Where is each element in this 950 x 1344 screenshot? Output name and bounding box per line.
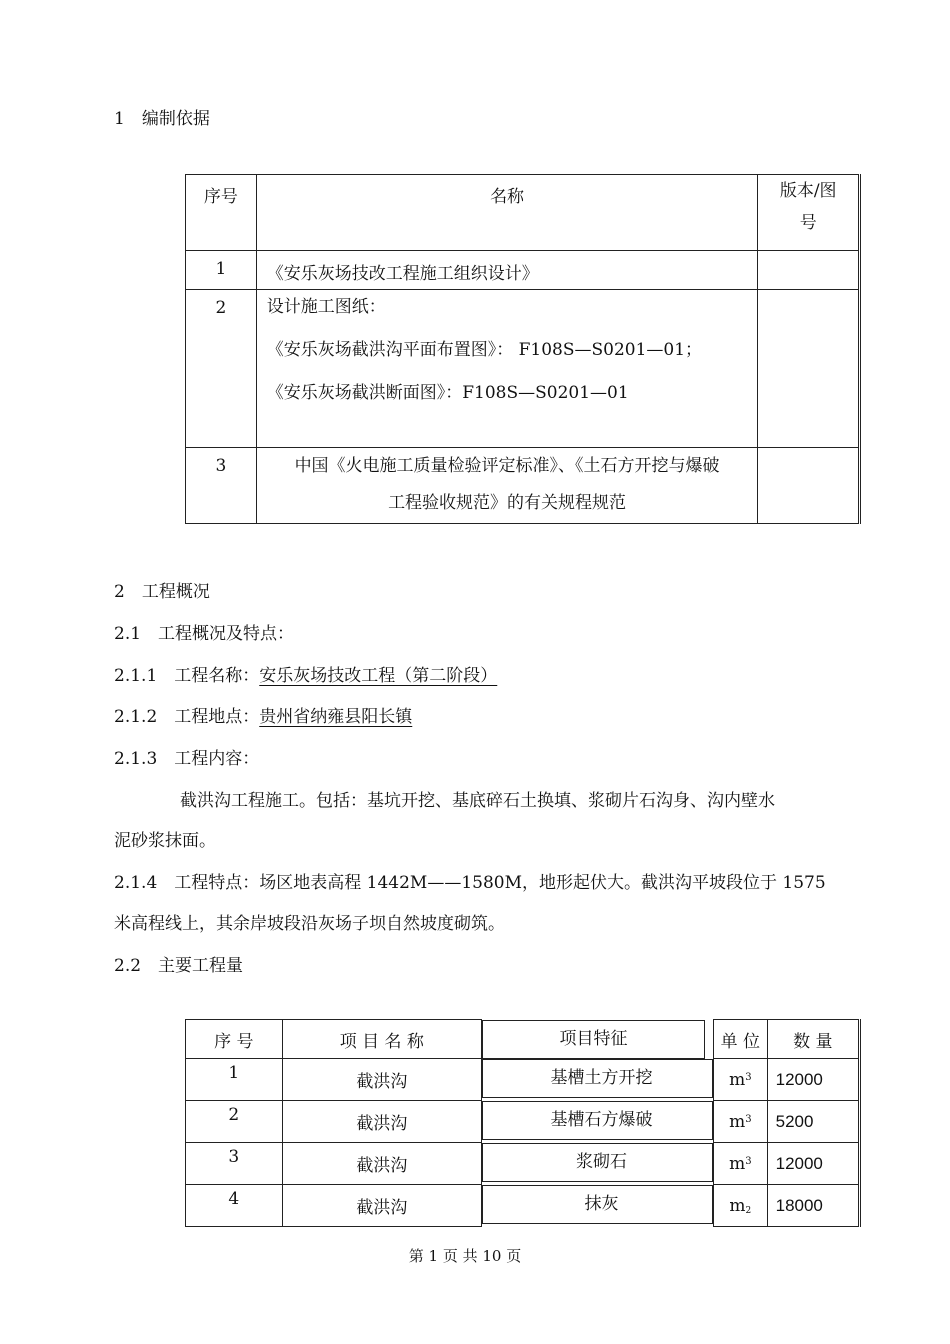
header-no: 序号: [203, 187, 238, 207]
content-paragraph-line1: 截洪沟工程施工。包括：基坑开挖、基底碎石土换填、浆砌片石沟身、沟内壁水: [180, 791, 775, 811]
row-qty: 12000: [767, 1143, 859, 1185]
row-feature: 浆砌石: [482, 1143, 713, 1182]
row-name-line: 设计施工图纸：: [266, 297, 386, 317]
table-row: [186, 448, 860, 524]
unit-mark: 2: [745, 1205, 752, 1216]
unit-base: m: [729, 1195, 746, 1216]
row-feature: 抹灰: [482, 1185, 713, 1224]
table-header-row: [186, 175, 860, 251]
row-qty: 18000: [767, 1185, 859, 1227]
table-row: [186, 251, 860, 290]
header-name: 项 目 名 称: [282, 1020, 481, 1059]
section-2-2: 2.2 主要工程量: [114, 956, 244, 976]
row-name-line: 工程验收规范》的有关规程规范: [388, 493, 627, 513]
table-row: [186, 290, 860, 448]
row-no: 2: [215, 298, 227, 318]
project-location-label: 2.1.2 工程地点：: [114, 707, 260, 727]
row-unit: [714, 1185, 768, 1227]
unit-mark: 3: [745, 1113, 752, 1125]
section-2-1-4-line2: 米高程线上，其余岸坡段沿灰场子坝自然坡度砌筑。: [114, 914, 505, 934]
row-unit: [714, 1143, 768, 1185]
row-feature: 基槽土方开挖: [482, 1059, 713, 1098]
row-qty: 5200: [767, 1101, 859, 1143]
row-no: 3: [186, 1143, 283, 1185]
header-unit: 单 位: [714, 1020, 768, 1059]
table-row: [186, 1059, 860, 1101]
unit-base: m: [729, 1069, 746, 1090]
section2-title: 2 工程概况: [114, 582, 210, 602]
section-2-1-3: 2.1.3 工程内容：: [114, 749, 260, 769]
row-feature: 基槽石方爆破: [482, 1101, 713, 1140]
unit-mark: 3: [745, 1155, 752, 1167]
table-row: [186, 1143, 860, 1185]
header-name: 名称: [490, 187, 525, 207]
header-version-line1: 版本/图: [779, 181, 837, 201]
row-name: 截洪沟: [282, 1143, 481, 1185]
header-no: 序 号: [186, 1020, 283, 1059]
row-name-line: 中国《火电施工质量检验评定标准》、《土石方开挖与爆破: [294, 456, 720, 476]
project-name-label: 2.1.1 工程名称：: [114, 666, 260, 686]
row-qty: 12000: [767, 1059, 859, 1101]
section1-title: 1 编制依据: [114, 109, 210, 129]
row-unit: [714, 1059, 768, 1101]
project-location-value: 贵州省纳雍县阳长镇: [259, 707, 413, 727]
row-no: 1: [186, 1059, 283, 1101]
header-version-line2: 号: [799, 213, 817, 233]
row-name: 《安乐灰场技改工程施工组织设计》: [266, 264, 539, 284]
unit-base: m: [729, 1153, 746, 1174]
unit-mark: 3: [745, 1071, 752, 1083]
unit-base: m: [729, 1111, 746, 1132]
table-row: [186, 1101, 860, 1143]
header-feature: 项目特征: [482, 1020, 705, 1059]
header-qty: 数 量: [767, 1020, 859, 1059]
row-unit: [714, 1101, 768, 1143]
row-name-line: 《安乐灰场截洪断面图》：F108S—S0201—01: [266, 383, 629, 403]
row-name: 截洪沟: [282, 1185, 481, 1227]
row-no: 4: [186, 1185, 283, 1227]
row-no: 3: [215, 456, 227, 476]
section-2-1-1: [114, 661, 497, 686]
page-footer: 第 1 页 共 10 页: [408, 1247, 522, 1265]
row-name: 截洪沟: [282, 1101, 481, 1143]
table-row: [186, 1185, 860, 1227]
row-name-line: 《安乐灰场截洪沟平面布置图》： F108S—S0201—01；: [266, 340, 703, 360]
project-name-value: 安乐灰场技改工程（第二阶段）: [259, 666, 498, 686]
section-2-1-2: [114, 702, 412, 727]
row-name: 截洪沟: [282, 1059, 481, 1101]
basis-table: [185, 174, 861, 524]
section-2-1-4-line1: 2.1.4 工程特点：场区地表高程 1442M——1580M，地形起伏大。截洪沟平坡段位于 1575: [114, 873, 826, 893]
row-no: 1: [215, 259, 227, 279]
quantities-table: [185, 1019, 861, 1227]
section-2-1: 2.1 工程概况及特点：: [114, 624, 295, 644]
row-no: 2: [186, 1101, 283, 1143]
content-paragraph-line2: 泥砂浆抹面。: [114, 831, 216, 851]
table-header-row: [186, 1020, 860, 1059]
